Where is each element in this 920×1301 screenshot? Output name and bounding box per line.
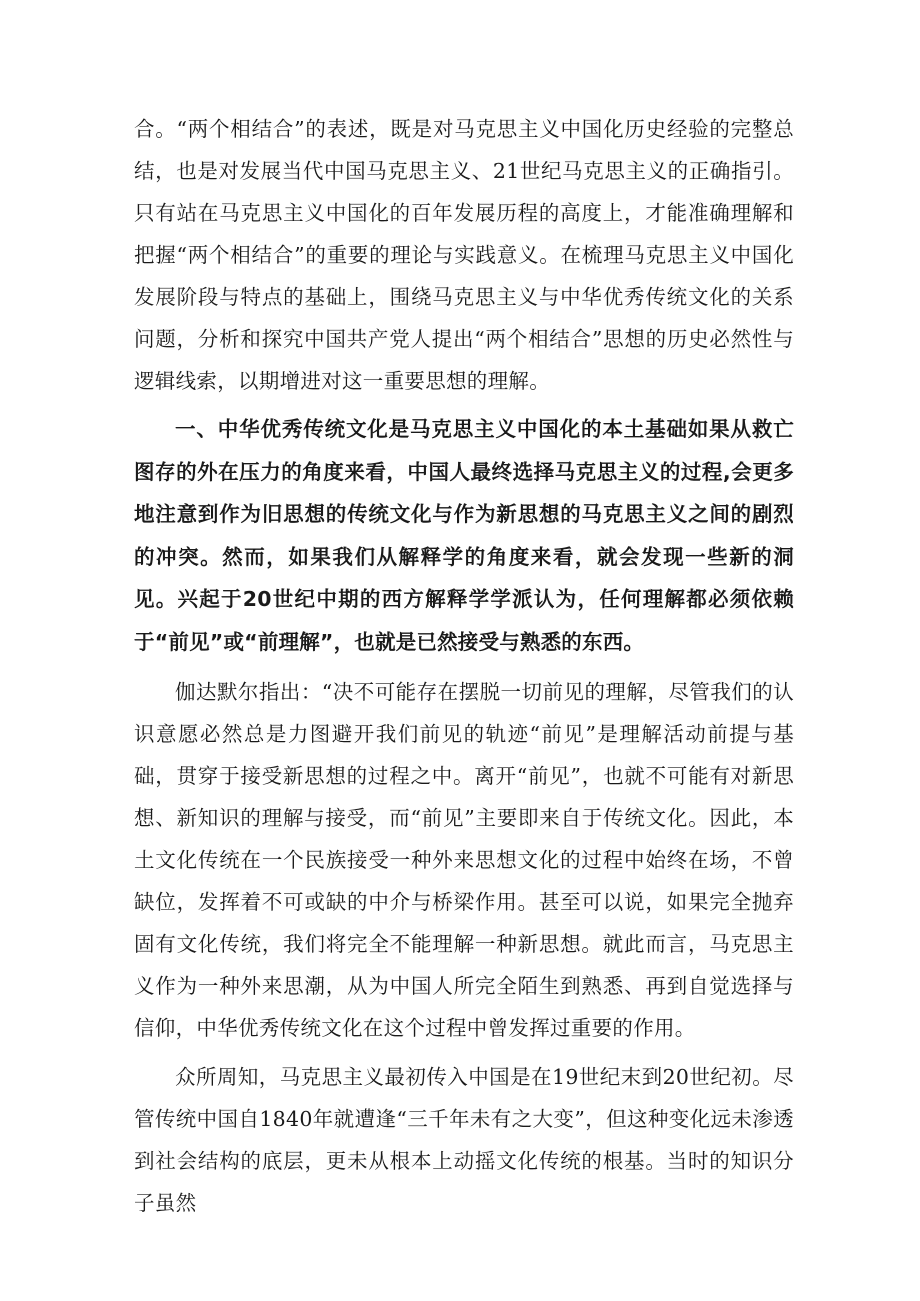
document-page <box>134 108 794 1224</box>
body-paragraph-4: 众所周知，马克思主义最初传入中国是在19世纪末到20世纪初。尽管传统中国自1840年就遭逢“三千年未有之大变”，但这种变化远未渗透到社会结构的底层，更未从根本上动摇文化传统的根基。当时的知识分子虽然 <box>134 1064 794 1215</box>
body-paragraph-1: 合。“两个相结合”的表述，既是对马克思主义中国化历史经验的完整总结，也是对发展当代中国马克思主义、21世纪马克思主义的正确指引。只有站在马克思主义中国化的百年发展历程的高度上，才能准确理解和把握“两个相结合”的重要的理论与实践意义。在梳理马克思主义中国化发展阶段与特点的基础上，围绕马克思主义与中华优秀传统文化的关系问题，分析和探究中国共产党人提出“两个相结合”思想的历史必然性与逻辑线索，以期增进对这一重要思想的理解。 <box>134 117 794 393</box>
section-heading-paragraph: 一、中华优秀传统文化是马克思主义中国化的本土基础如果从救亡图存的外在压力的角度来看，中国人最终选择马克思主义的过程,会更多地注意到作为旧思想的传统文化与作为新思想的马克思主义之间的剧烈的冲突。然而，如果我们从解释学的角度来看，就会发现一些新的洞见。兴起于20世纪中期的西方解释学学派认为，任何理解都必须依赖于“前见”或“前理解”，也就是已然接受与熟悉的东西。 <box>134 417 794 654</box>
body-paragraph-3: 伽达默尔指出：“决不可能存在摆脱一切前见的理解，尽管我们的认识意愿必然总是力图避开我们前见的轨迹“前见”是理解活动前提与基础，贯穿于接受新思想的过程之中。离开“前见”，也就不可能有对新思想、新知识的理解与接受，而“前见”主要即来自于传统文化。因此，本土文化传统在一个民族接受一种外来思想文化的过程中始终在场，不曾缺位，发挥着不可或缺的中介与桥梁作用。甚至可以说，如果完全抛弃固有文化传统，我们将完全不能理解一种新思想。就此而言，马克思主义作为一种外来思潮，从为中国人所完全陌生到熟悉、再到自觉选择与信仰，中华优秀传统文化在这个过程中曾发挥过重要的作用。 <box>134 679 794 1040</box>
